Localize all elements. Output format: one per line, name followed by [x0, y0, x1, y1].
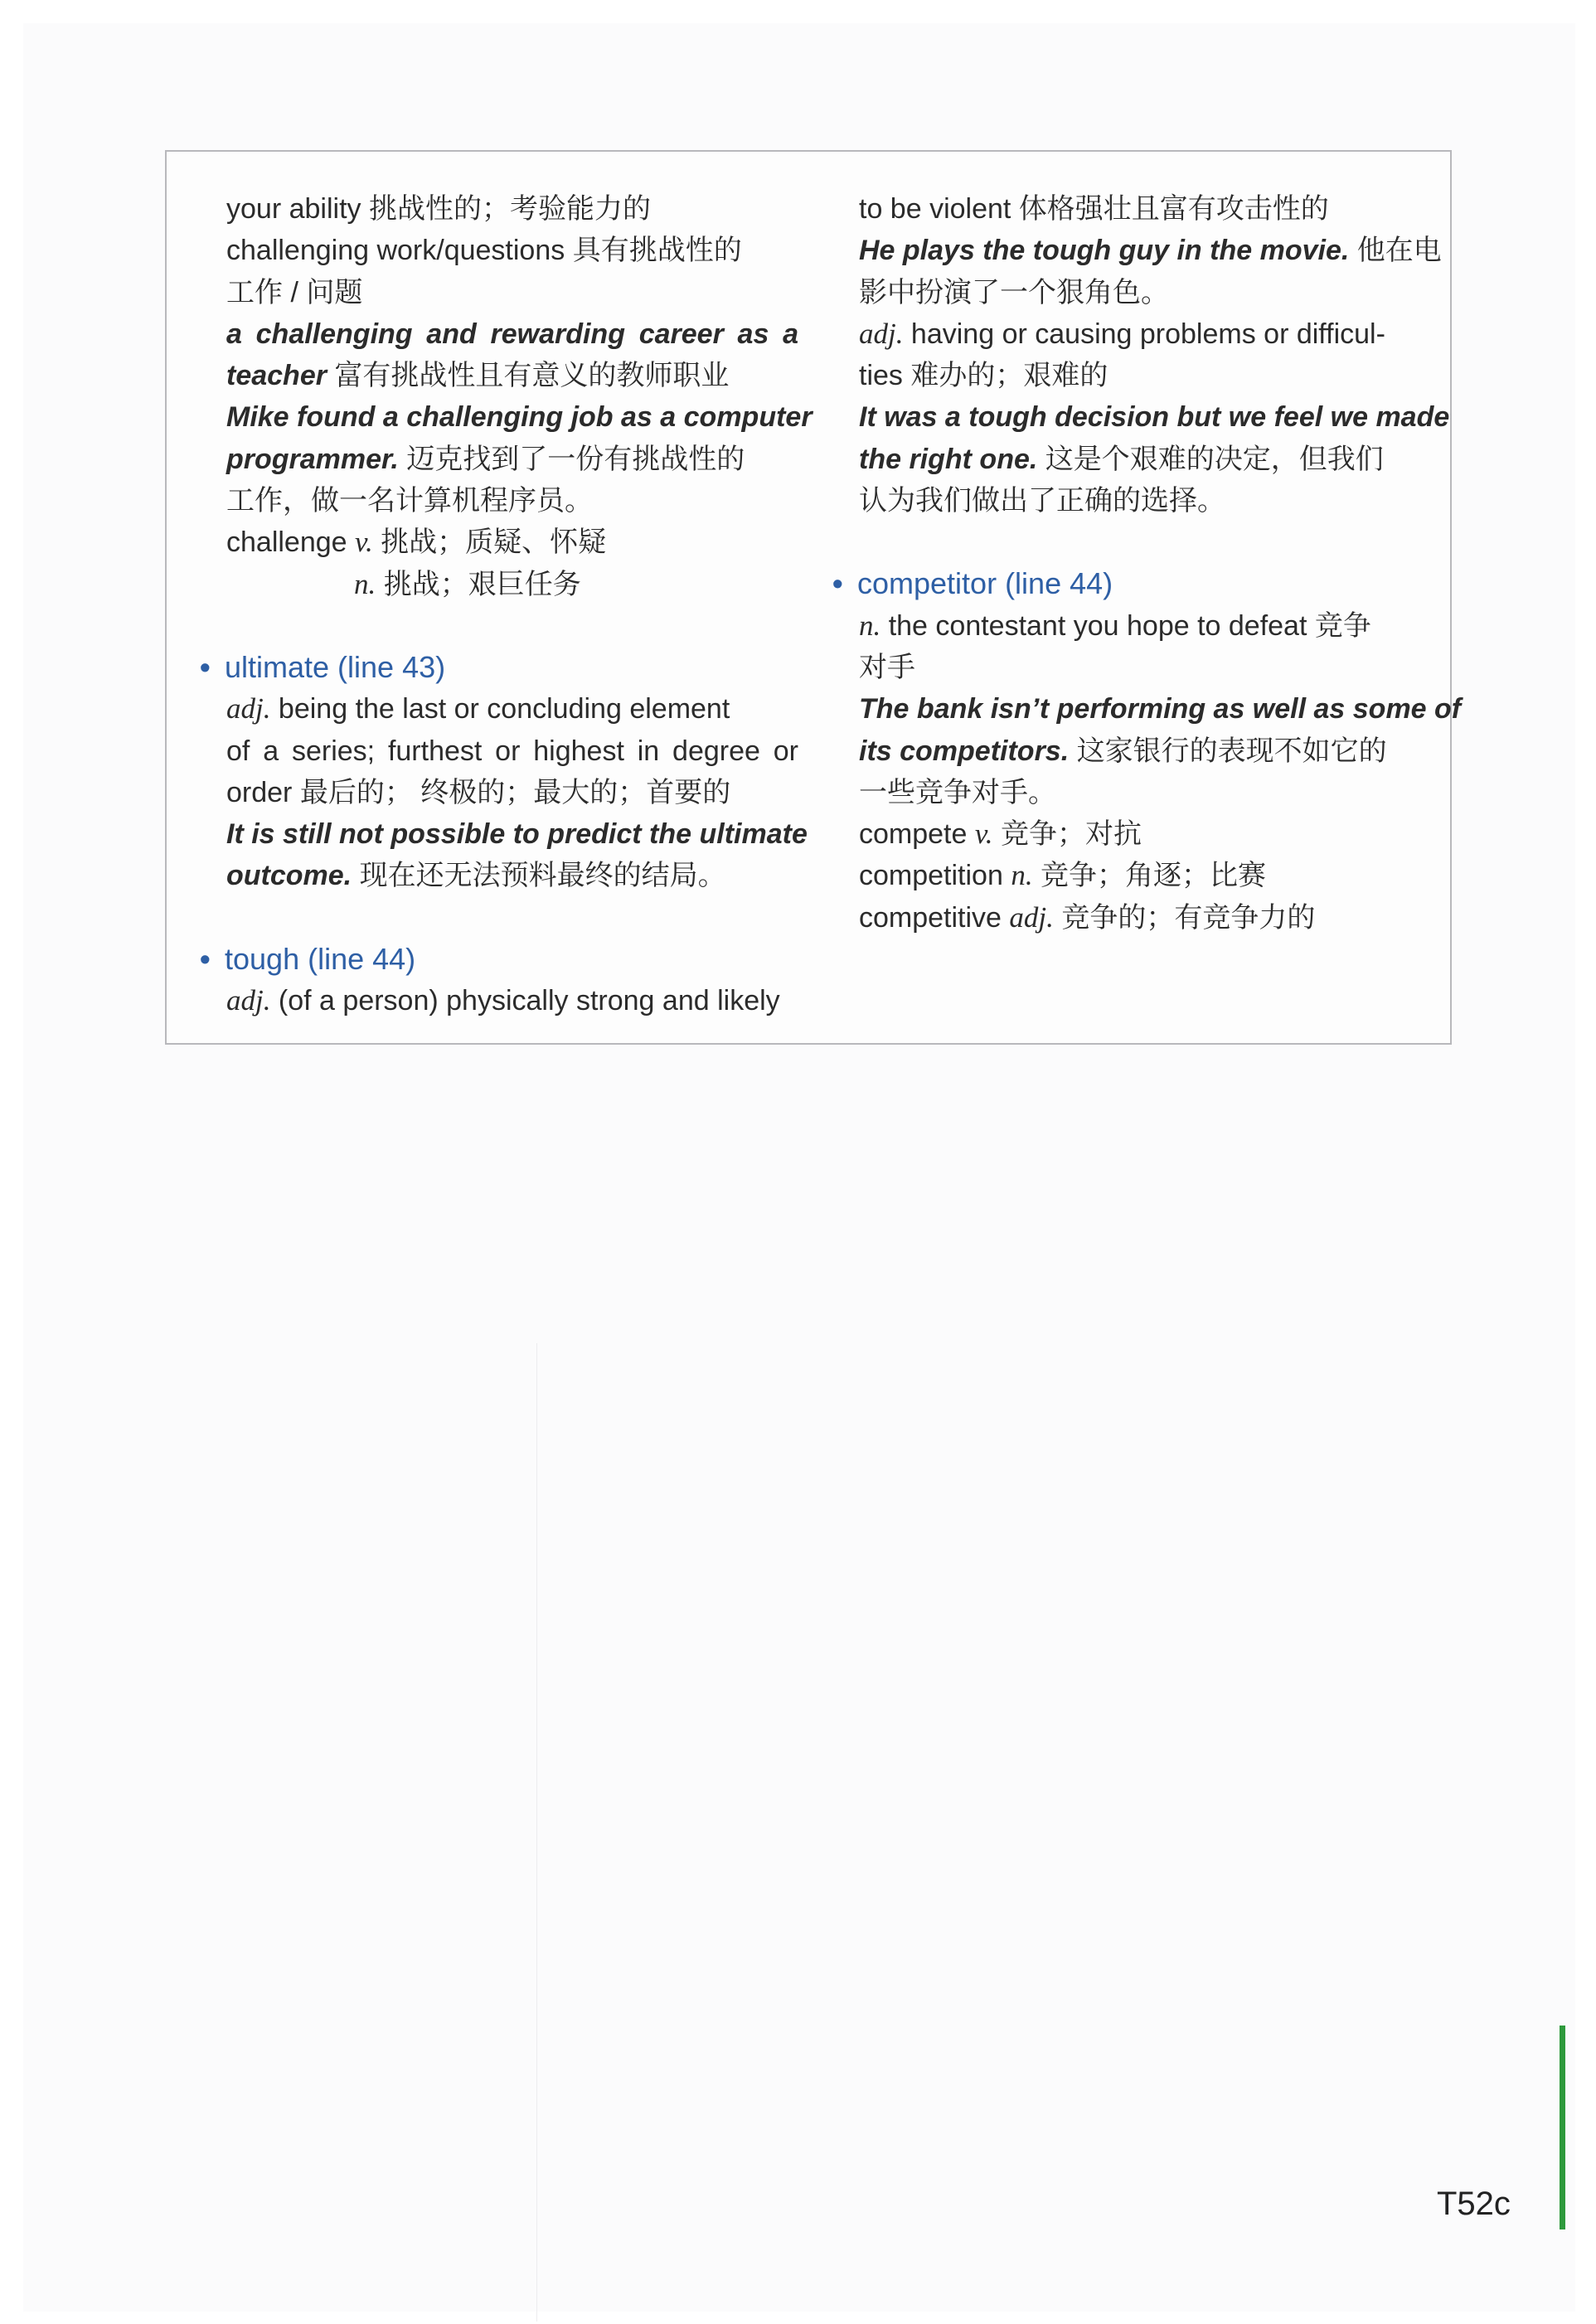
word-form-line — [859, 813, 1431, 855]
spacer — [859, 522, 1431, 563]
part-of-speech: v. — [355, 526, 373, 559]
left-column — [200, 188, 813, 1021]
part-of-speech: n. — [354, 567, 376, 600]
example-line — [226, 855, 798, 896]
text-line: challenging work/questions 具有挑战性的 — [226, 235, 742, 267]
word-form: competitive — [859, 901, 1010, 934]
part-of-speech: adj. — [226, 692, 271, 725]
translation-text: 竞争的；有竞争力的 — [1053, 901, 1316, 934]
text-line: 影中扮演了一个狠角色。 — [859, 276, 1169, 308]
vocabulary-box — [165, 150, 1462, 1045]
text-line: 一些竞争对手。 — [859, 776, 1056, 808]
example-line — [859, 730, 1431, 772]
word-form-line — [226, 564, 798, 605]
headword-tough — [200, 939, 798, 980]
green-edge-bar — [1560, 2026, 1565, 2229]
example-text: He plays the tough guy in the movie. — [859, 235, 1350, 267]
word-form: compete — [859, 818, 975, 851]
example-line: The bank isn’t performing as well as some of — [859, 693, 1462, 725]
page-number: T52c — [1437, 2186, 1511, 2222]
part-of-speech: n. — [1011, 859, 1033, 892]
part-of-speech: adj. — [1009, 900, 1054, 934]
headword-label: tough (line 44) — [225, 941, 416, 976]
headword-label: competitor (line 44) — [857, 566, 1113, 601]
translation-text: 这家银行的表现不如它的 — [1069, 735, 1387, 767]
example-text: outcome. — [226, 860, 352, 892]
bullet-icon: • — [200, 649, 211, 684]
example-text: its competitors. — [859, 735, 1070, 767]
definition-line: ties 难办的；艰难的 — [859, 360, 1108, 392]
spacer — [226, 897, 798, 939]
text-line: 工作，做一名计算机程序员。 — [226, 485, 593, 517]
example-line — [226, 439, 798, 480]
headword-ultimate — [200, 647, 798, 688]
text-line: 认为我们做出了正确的选择。 — [859, 485, 1225, 517]
part-of-speech: adj. — [859, 317, 904, 350]
right-column — [832, 188, 1462, 939]
example-line: It is still not possible to predict the ultimate — [226, 818, 808, 851]
translation-text: 他在电 — [1349, 235, 1442, 267]
definition-line: 对手 — [859, 651, 915, 683]
part-of-speech: v. — [974, 818, 993, 851]
definition-line — [859, 605, 1431, 647]
headword-competitor — [832, 563, 1431, 604]
translation-text: 竞争；角逐；比赛 — [1032, 860, 1267, 892]
definition-line: of a series; furthest or highest in degree or — [226, 735, 798, 767]
definition-line — [859, 313, 1431, 355]
word-form-line — [859, 855, 1431, 896]
word-form: competition — [859, 860, 1011, 892]
bullet-icon: • — [200, 941, 211, 976]
example-line — [859, 230, 1442, 271]
translation-text: 挑战；质疑、怀疑 — [372, 526, 607, 559]
translation-text: 竞争；对抗 — [992, 818, 1142, 851]
example-line: Mike found a challenging job as a computer — [226, 401, 813, 434]
translation-text: 现在还无法预料最终的结局。 — [352, 860, 726, 892]
word-form: challenge — [226, 526, 356, 559]
bullet-icon: • — [832, 566, 843, 601]
headword-label: ultimate (line 43) — [225, 649, 446, 684]
definition-line — [226, 980, 798, 1021]
translation-text: 迈克找到了一份有挑战性的 — [398, 443, 745, 475]
definition-text: having or causing problems or difficul- — [903, 318, 1385, 350]
translation-text: 挑战；艰巨任务 — [376, 568, 581, 600]
definition-line: order 最后的； 终极的；最大的；首要的 — [226, 776, 731, 808]
definition-text: (of a person) physically strong and likely — [270, 985, 780, 1017]
word-form-line — [859, 897, 1431, 939]
spacer — [226, 605, 798, 647]
example-line: a challenging and rewarding career as a — [226, 318, 798, 350]
text-line: your ability 挑战性的；考验能力的 — [226, 193, 651, 225]
example-line — [226, 355, 798, 396]
example-line: It was a tough decision but we feel we made — [859, 401, 1450, 434]
part-of-speech: adj. — [226, 984, 271, 1017]
definition-text: the contestant you hope to defeat 竞争 — [880, 609, 1371, 642]
scan-fold-line — [536, 1343, 537, 2322]
text-line: 工作 / 问题 — [226, 276, 363, 308]
part-of-speech: n. — [859, 609, 881, 642]
definition-text: being the last or concluding element — [270, 693, 730, 725]
example-text: the right one. — [859, 443, 1038, 475]
example-text: programmer. — [226, 443, 399, 475]
definition-line: to be violent 体格强壮且富有攻击性的 — [859, 193, 1329, 225]
definition-line — [226, 688, 798, 730]
word-form-line — [226, 522, 798, 563]
example-line — [859, 439, 1431, 480]
translation-text: 这是个艰难的决定，但我们 — [1037, 443, 1384, 475]
example-text: teacher — [226, 360, 327, 392]
translation-text: 富有挑战性且有意义的教师职业 — [326, 360, 730, 392]
